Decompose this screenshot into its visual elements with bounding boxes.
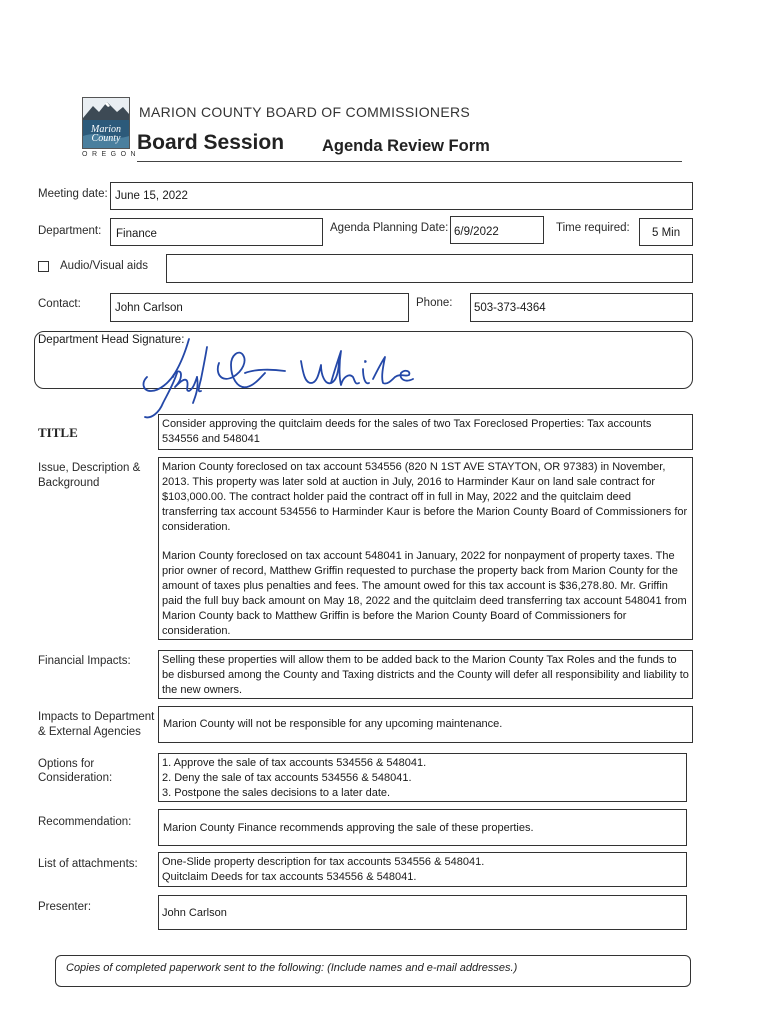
attachments-label: List of attachments:: [38, 858, 138, 870]
presenter-label: Presenter:: [38, 901, 92, 913]
recommendation-field[interactable]: [158, 809, 687, 846]
financial-value: Selling these properties will allow them to be added back to the Marion County Tax Roles and the funds to be disbursed among the County and Taxing districts and the County will defer all responsibility and liability to the new owners.: [162, 654, 689, 696]
option-item: 2. Deny the sale of tax accounts 534556 & 548041.: [162, 772, 412, 784]
title-field[interactable]: [158, 414, 693, 450]
title-value: Consider approving the quitclaim deeds for the sales of two Tax Foreclosed Properties: Tax accounts 534556 and 548041: [162, 418, 652, 445]
impacts-label-line2: & External Agencies: [38, 726, 141, 738]
meeting-date-field[interactable]: [110, 182, 693, 210]
time-required-value: 5 Min: [652, 227, 681, 239]
phone-field[interactable]: [470, 293, 693, 322]
options-field[interactable]: [158, 753, 687, 802]
impacts-field[interactable]: [158, 706, 693, 743]
issue-label: Issue, Description & Background: [38, 462, 141, 489]
issue-paragraph-1: Marion County foreclosed on tax account 534556 (820 N 1ST AVE STAYTON, OR 97383) in November, 2013. This property was later sold at auction in July, 2016 to Harminder Kaur on land sale contract for $103,000.00. The contract holder paid the contract off in full in May, 2022 and the quitclaim deed transferring tax account 534556 to Harminder Kaur is before the Marion County Board of Commissioners for consideration.: [162, 461, 688, 533]
option-item: 3. Postpone the sales decisions to a later date.: [162, 787, 391, 799]
presenter-field[interactable]: [158, 895, 687, 930]
impacts-label-line1: Impacts to Department: [38, 711, 155, 723]
org-name: MARION COUNTY BOARD OF COMMISSIONERS: [139, 104, 471, 120]
form-title-sub: Agenda Review Form: [322, 137, 490, 155]
copies-label: Copies of completed paperwork sent to the following: (Include names and e-mail addresses.): [66, 962, 518, 974]
logo-text-county: County: [91, 133, 121, 144]
attachment-item: Quitclaim Deeds for tax accounts 534556 & 548041.: [162, 871, 417, 883]
marion-county-logo: [82, 97, 130, 149]
logo-text-marion: Marion: [91, 124, 121, 135]
contact-field[interactable]: [110, 293, 409, 322]
financial-label: Financial Impacts:: [38, 655, 131, 667]
planning-date-field[interactable]: [450, 216, 544, 244]
audio-visual-checkbox[interactable]: [38, 261, 49, 272]
signature-label: Department Head Signature:: [38, 334, 185, 346]
issue-field[interactable]: [158, 457, 693, 640]
contact-value: John Carlson: [115, 302, 183, 314]
department-value: Finance: [116, 228, 157, 240]
impacts-value: Marion County will not be responsible for any upcoming maintenance.: [163, 718, 503, 730]
header-rule: [137, 161, 682, 162]
logo-state-label: OREGON: [82, 151, 141, 158]
financial-field[interactable]: [158, 650, 693, 699]
phone-value: 503-373-4364: [474, 302, 546, 314]
planning-date-value: 6/9/2022: [454, 226, 499, 238]
audio-visual-field[interactable]: [166, 254, 693, 283]
recommendation-value: Marion County Finance recommends approving the sale of these properties.: [163, 822, 534, 834]
option-item: 1. Approve the sale of tax accounts 534556 & 548041.: [162, 757, 427, 769]
attachments-field[interactable]: [158, 852, 687, 887]
presenter-value: John Carlson: [162, 907, 227, 919]
phone-label: Phone:: [416, 297, 453, 309]
time-required-label: Time required:: [556, 222, 630, 234]
attachment-item: One-Slide property description for tax accounts 534556 & 548041.: [162, 856, 485, 868]
options-label-line1: Options for: [38, 758, 95, 770]
handwritten-signature-icon: [115, 333, 425, 423]
audio-visual-label: Audio/Visual aids: [60, 260, 149, 272]
issue-paragraph-2: Marion County foreclosed on tax account 548041 in January, 2022 for nonpayment of property taxes. The prior owner of record, Matthew Griffin requested to purchase the property back from Marion County for the amount of taxes plus penalties and fees. The amount owed for this tax account is $36,278.80. Mr. Griffin paid the full buy back amount on May 18, 2022 and the quitclaim deed transferring tax account 548041 from Marion County back to Matthew Griffin is before the Marion County Board of Commissioners for consideration.: [162, 550, 687, 637]
department-field[interactable]: [110, 218, 323, 246]
options-label-line2: Consideration:: [38, 772, 113, 784]
meeting-date-label: Meeting date:: [38, 188, 108, 200]
contact-label: Contact:: [38, 298, 81, 310]
recommendation-label: Recommendation:: [38, 816, 132, 828]
title-label: TITLE: [38, 425, 78, 440]
time-required-field[interactable]: [639, 218, 693, 246]
form-title-main: Board Session: [137, 131, 285, 154]
planning-date-label: Agenda Planning Date:: [330, 222, 449, 234]
meeting-date-value: June 15, 2022: [115, 190, 188, 202]
department-label: Department:: [38, 225, 102, 237]
